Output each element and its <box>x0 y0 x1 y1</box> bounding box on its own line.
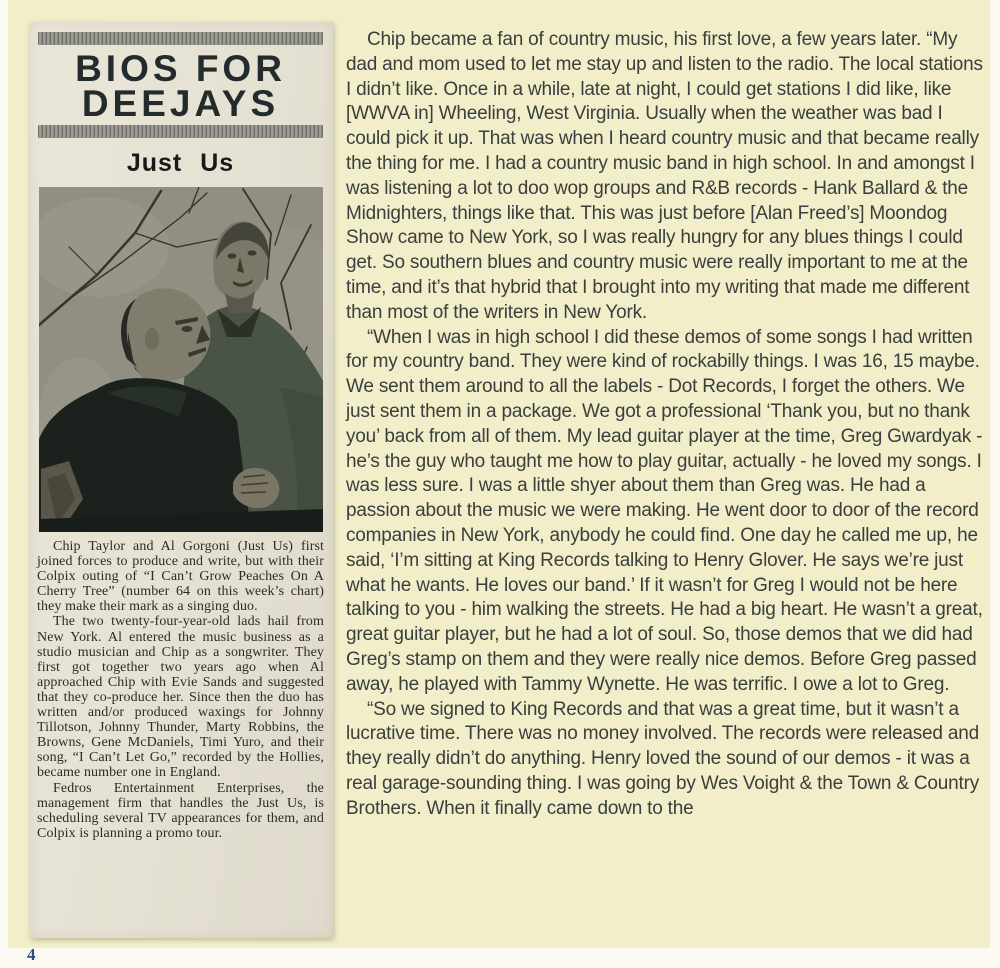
masthead-line1: BIOS FOR <box>75 48 286 89</box>
caption-paragraph: Chip Taylor and Al Gorgoni (Just Us) first joined forces to produce and write, but with their Colpix outing of “I Can’t Grow Peaches On A Cherry Tree” (number 64 on this week’s chart) they make their mark as a singing duo. <box>37 539 324 615</box>
article-paragraph: Chip became a fan of country music, his first love, a few years later. “My dad and mom used to let me stay up and listen to the radio. The local stations I didn’t like. Once in a while, late at night, I could get stations I did like, like [WWVA in] Wheeling, West Virginia. Usually when the weather was bad I could pick it up. That was when I heard country music and that became really the thing for me. I had a country music band in high school. In and amongst I was listening a lot to doo wop groups and R&B records - Hank Ballard & the Midnighters, things like that. This was just before [Alan Freed’s] Moondog Show came to New York, so I was really hungry for any blues things I could get. So southern blues and country music were really important to me at the time, and it’s that hybrid that I brought into my writing that made me different than most of the writers in New York. <box>346 29 983 323</box>
interview-body-text <box>346 28 990 822</box>
caption-paragraph: Fedros Entertainment Enterprises, the management firm that handles the Just Us, is scheduling several TV appearances for them, and Colpix is planning a promo tour. <box>37 780 324 841</box>
masthead-line2: DEEJAYS <box>81 83 280 124</box>
page-number: 4 <box>27 945 36 964</box>
clipping-top-rule <box>38 32 323 45</box>
article-paragraph: “When I was in high school I did these demos of some songs I had written for my country band. They were kind of rockabilly things. I was 16, 15 maybe. We sent them around to all the labels - Dot Records, I forget the others. We just sent them in a package. We got a professional ‘Thank you, but no thank you’ back from all of them. My lead guitar player at the time, Greg Gwardyak - he’s the guy who taught me how to play guitar, actually - he loved my songs. I was less sure. I was a little shyer about them than Greg was. He had a passion about the music we were making. He went door to door of the record companies in New York, anybody he could find. One day he called me up, he said, ‘I’m sitting at King Records talking to Henry Glover. He says we’re just what he wants. He loves our band.’ If it wasn’t for Greg I would not be here talking to you - him walking the streets. He had a big heart. He wasn’t a great, great guitar player, but he had a lot of soul. So, those demos that we did had Greg’s stamp on them and they were really nice demos. Before Greg passed away, he played with Tammy Wynette. He was terrific. I owe a lot to Greg. <box>346 326 983 695</box>
clipping-caption <box>37 539 324 841</box>
newspaper-clipping <box>30 22 333 938</box>
caption-paragraph: The two twenty-four-year-old lads hail from New York. Al entered the music business as a studio musician and Chip as a songwriter. They first got together two years ago when Al approached Chip with Evie Sands and suggested that they co-produce her. Since then the duo has written and/or produced waxings for Johnny Tillotson, Johnny Thunder, Marty Robbins, the Browns, Gene McDaniels, Timi Yuro, and their song, “I Can’t Let Go,” recorded by the Hollies, became number one in England. <box>37 614 324 781</box>
clipping-bottom-rule <box>38 125 323 138</box>
clipping-subject-title: Just Us <box>126 149 235 177</box>
duo-photo <box>39 187 323 532</box>
article-paragraph: “So we signed to King Records and that was a great time, but it wasn’t a lucrative time. There was no money involved. The records were released and they really didn’t do anything. Henry loved the sound of our demos - it was a real garage-sounding thing. I was going by Wes Voight & the Town & Country Brothers. When it finally came down to the <box>346 698 979 819</box>
clipping-masthead <box>37 45 324 124</box>
